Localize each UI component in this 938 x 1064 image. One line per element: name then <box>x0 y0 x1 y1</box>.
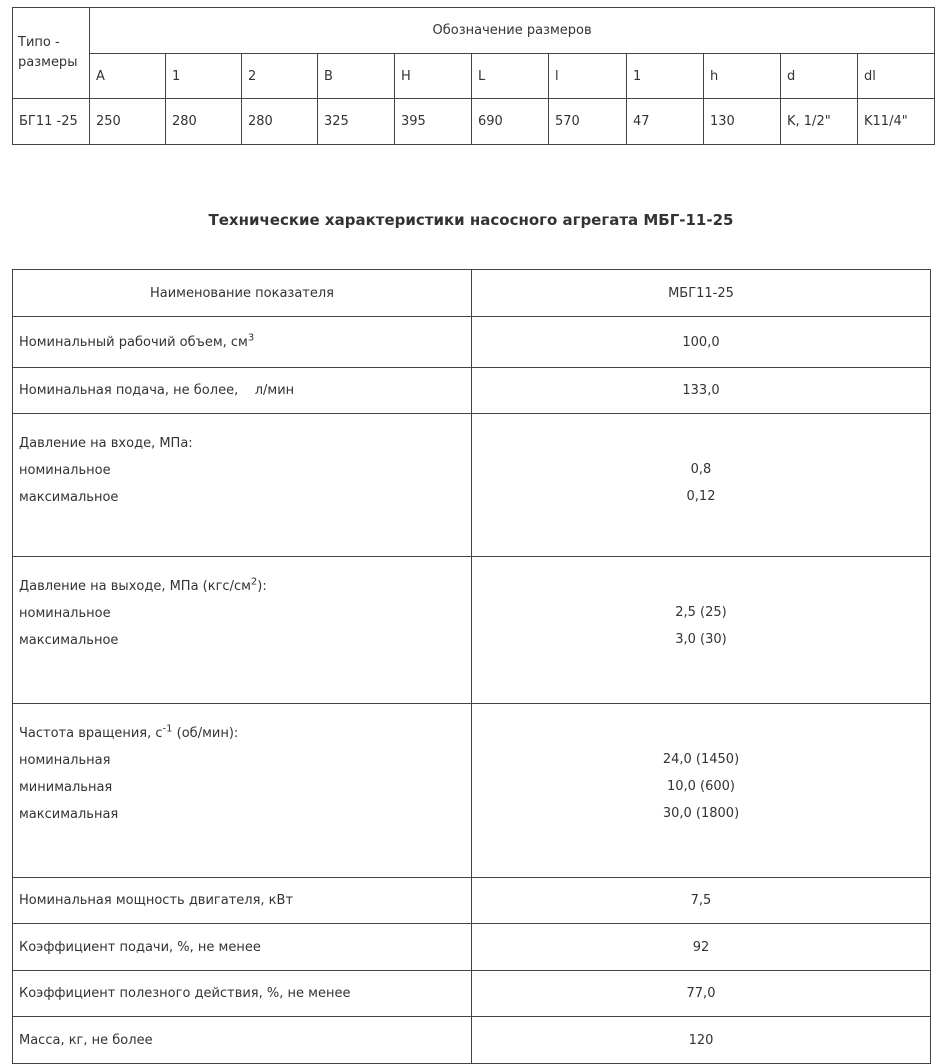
spec-sub-value: 10,0 (600) <box>666 779 736 794</box>
type-size-label-line1: Типо - <box>18 35 60 50</box>
spec-header-name: Наименование показателя <box>13 270 472 317</box>
spec-name-post: (об/мин): <box>172 726 239 741</box>
spec-sub-value: 3,0 (30) <box>675 632 727 647</box>
spec-title: Технические характеристики насосного агрегата МБГ-11-25 <box>208 211 734 229</box>
spec-name-cell: Номинальная подача, не более, л/мин <box>13 368 472 414</box>
spec-sub-value: 0,8 <box>690 462 712 477</box>
spec-table <box>12 269 931 1064</box>
type-size-label-line2: размеры <box>18 55 78 70</box>
spec-name-cell: Масса, кг, не более <box>13 1017 472 1064</box>
spec-name-superscript: -1 <box>162 723 173 735</box>
spec-value-cell <box>472 414 931 557</box>
table-row <box>13 1017 931 1064</box>
dim-col-header: h <box>704 54 781 99</box>
dimensions-table <box>12 7 935 145</box>
spec-value-cell: 77,0 <box>472 971 931 1017</box>
spec-name-superscript: 3 <box>247 332 255 344</box>
spec-sub-label: номинальная <box>19 753 111 768</box>
spec-name-pre: Давление на выходе, МПа (кгс/см <box>19 579 251 594</box>
spec-sub-label: минимальная <box>19 780 113 795</box>
dim-col-header: d <box>781 54 858 99</box>
spec-sub-label: максимальное <box>19 633 119 648</box>
spec-value-cell <box>472 704 931 878</box>
spec-name-cell <box>13 414 472 557</box>
spec-name-cell <box>13 557 472 704</box>
dim-value-cell: K11/4" <box>858 99 935 145</box>
spec-name-text <box>19 720 471 747</box>
spec-value-cell: 100,0 <box>472 317 931 368</box>
spec-sub-label: максимальное <box>19 490 119 505</box>
dim-value-cell: 570 <box>549 99 627 145</box>
spec-value-cell <box>472 557 931 704</box>
dim-col-header: 1 <box>627 54 704 99</box>
table-row <box>13 317 931 368</box>
spec-name-cell: Номинальная мощность двигателя, кВт <box>13 878 472 924</box>
dim-col-header: 1 <box>166 54 242 99</box>
table-row <box>13 971 931 1017</box>
spec-name-superscript: 2 <box>250 576 258 588</box>
dim-col-header: B <box>318 54 395 99</box>
dim-col-header: dl <box>858 54 935 99</box>
dim-value-cell: 280 <box>242 99 318 145</box>
spec-name-text: Номинальный рабочий объем, см <box>19 334 248 350</box>
spec-sub-value: 30,0 (1800) <box>662 806 740 821</box>
dim-value-cell: 395 <box>395 99 472 145</box>
table-row <box>13 368 931 414</box>
dimension-group-header: Обозначение размеров <box>90 8 935 54</box>
spec-sub-value: 2,5 (25) <box>675 605 727 620</box>
dim-value-cell: 250 <box>90 99 166 145</box>
dim-col-header: A <box>90 54 166 99</box>
dim-col-header: 2 <box>242 54 318 99</box>
spec-name-text: Давление на входе, МПа: <box>19 436 193 451</box>
table-row <box>13 99 935 145</box>
dim-value-cell: 280 <box>166 99 242 145</box>
spec-sub-value: 0,12 <box>686 489 716 504</box>
spec-value-cell: 92 <box>472 924 931 971</box>
spec-name-cell <box>13 704 472 878</box>
spec-name-post: ): <box>257 579 267 594</box>
dim-value-cell: 130 <box>704 99 781 145</box>
spec-name-cell <box>13 317 472 368</box>
dim-value-cell: 47 <box>627 99 704 145</box>
dim-col-header: l <box>549 54 627 99</box>
spec-header-value: МБГ11-25 <box>472 270 931 317</box>
spec-name-text <box>19 573 471 600</box>
type-size-header <box>13 8 90 99</box>
table-row <box>13 704 931 878</box>
dim-value-cell: K, 1/2" <box>781 99 858 145</box>
spec-sub-value: 24,0 (1450) <box>662 752 740 767</box>
dim-col-header: H <box>395 54 472 99</box>
dim-value-cell: 325 <box>318 99 395 145</box>
table-row <box>13 924 931 971</box>
table-row <box>13 878 931 924</box>
spec-value-cell: 7,5 <box>472 878 931 924</box>
spec-sub-label: номинальное <box>19 463 111 478</box>
table-row <box>13 557 931 704</box>
spec-name-cell: Коэффициент подачи, %, не менее <box>13 924 472 971</box>
type-size-cell: БГ11 -25 <box>13 99 90 145</box>
table-row <box>13 414 931 557</box>
spec-value-cell: 120 <box>472 1017 931 1064</box>
dim-col-header: L <box>472 54 549 99</box>
spec-sub-label: номинальное <box>19 606 111 621</box>
spec-name-cell: Коэффициент полезного действия, %, не менее <box>13 971 472 1017</box>
spec-sub-label: максимальная <box>19 807 119 822</box>
dim-value-cell: 690 <box>472 99 549 145</box>
spec-name-pre: Частота вращения, с <box>19 726 163 741</box>
spec-value-cell: 133,0 <box>472 368 931 414</box>
